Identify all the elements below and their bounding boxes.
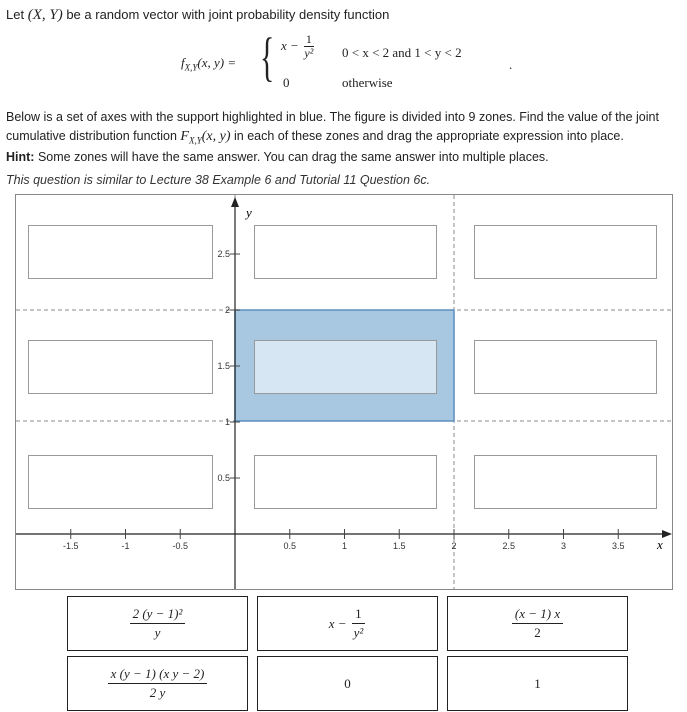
answer-text: 1 (534, 675, 541, 691)
pdf-args: (x, y) = (197, 55, 237, 70)
desc-func: F (180, 129, 189, 144)
y-axis-arrow (231, 197, 239, 207)
y-tick-label: 2.5 (217, 249, 230, 259)
pdf-f: f (181, 55, 185, 70)
y-tick-label: 2 (224, 305, 230, 315)
pdf-lhs (181, 55, 236, 73)
intro-suffix: be a random vector with joint probability density function (66, 7, 390, 22)
case2-value: 0 (283, 75, 290, 90)
dropzone-middle-left[interactable] (28, 340, 213, 394)
x-ticks (63, 529, 625, 551)
dropzone-bottom-left[interactable] (28, 455, 213, 509)
answer-num: x (y − 1) (x y − 2) (108, 666, 208, 684)
x-tick-label: 2.5 (502, 541, 516, 551)
pdf-period: . (509, 57, 513, 72)
similar-note: This question is similar to Lecture 38 Example 6 and Tutorial 11 Question 6c. (6, 173, 431, 187)
x-tick-label: -0.5 (172, 541, 189, 551)
dropzone-top-left[interactable] (28, 225, 213, 279)
case2-condition: otherwise (342, 75, 393, 90)
support-plot (15, 194, 673, 590)
dropzone-top-right[interactable] (474, 225, 657, 279)
y-tick-label: 1 (224, 417, 230, 427)
hint-label: Hint: (6, 150, 35, 164)
x-tick-label: 1.5 (392, 541, 406, 551)
answer-prefix: x − (328, 615, 347, 631)
answer-fraction (130, 606, 186, 641)
x-tick-label: -1 (121, 541, 130, 551)
dropzone-middle-right[interactable] (474, 340, 657, 394)
pdf-brace: { (260, 27, 275, 87)
answer-den: y² (353, 625, 364, 640)
intro-vector: (X, Y) (27, 7, 63, 23)
x-tick-label: 1 (341, 541, 348, 551)
x-axis-arrow (662, 530, 672, 538)
answer-fraction (512, 606, 563, 641)
answer-den: 2 (534, 625, 541, 640)
answer-tile[interactable] (257, 656, 438, 711)
y-ticks (217, 249, 240, 483)
answer-tile[interactable] (447, 596, 628, 651)
answer-den: 2 y (149, 685, 166, 700)
x-tick-label: 3.5 (611, 541, 625, 551)
desc-func-args: (x, y) (201, 129, 231, 144)
answer-text: 0 (344, 675, 351, 691)
intro-prefix: Let (6, 7, 25, 22)
dropzone-middle-center[interactable] (254, 340, 437, 394)
x-tick-label: 0.5 (283, 541, 297, 551)
intro-text (6, 7, 389, 24)
pdf-case1 (281, 33, 315, 60)
answer-num: 1 (352, 606, 365, 624)
x-axis-label: x (657, 537, 663, 552)
answer-den: y (154, 625, 161, 640)
x-tick-label: 3 (560, 541, 567, 551)
desc-part1: Below is a set of axes with the support highlighted in blue. The figure is divided into 9 zones. Find the value of the joint cumulative distribution function (6, 110, 659, 143)
x-tick-label: 2 (451, 541, 457, 551)
answer-tile[interactable] (67, 656, 248, 711)
answer-num: (x − 1) x (512, 606, 563, 624)
dropzone-top-middle[interactable] (254, 225, 437, 279)
answer-tile[interactable] (447, 656, 628, 711)
case1-fraction (302, 33, 315, 60)
desc-part2: in each of these zones and drag the appropriate expression into place. (234, 129, 624, 143)
answer-fraction (351, 606, 367, 641)
desc-func-sub: X,Y (188, 135, 202, 146)
answer-tile[interactable] (67, 596, 248, 651)
case1-num: 1 (305, 32, 312, 46)
dropzone-bottom-middle[interactable] (254, 455, 437, 509)
case1-x: x − (281, 37, 299, 53)
answer-tile[interactable] (257, 596, 438, 651)
case1-den: y² (304, 46, 314, 60)
hint-text (6, 150, 549, 164)
dropzone-bottom-right[interactable] (474, 455, 657, 509)
hint-body: Some zones will have the same answer. You can drag the same answer into multiple places. (37, 150, 549, 164)
answer-num: 2 (y − 1)² (130, 606, 186, 624)
case1-condition: 0 < x < 2 and 1 < y < 2 (342, 45, 462, 60)
question-description (6, 108, 676, 151)
pdf-sub: X,Y (184, 62, 198, 73)
y-tick-label: 0.5 (217, 473, 230, 483)
y-axis-label: y (246, 205, 252, 220)
x-tick-label: -1.5 (62, 541, 79, 551)
answer-fraction (108, 666, 208, 701)
y-tick-label: 1.5 (217, 361, 230, 371)
